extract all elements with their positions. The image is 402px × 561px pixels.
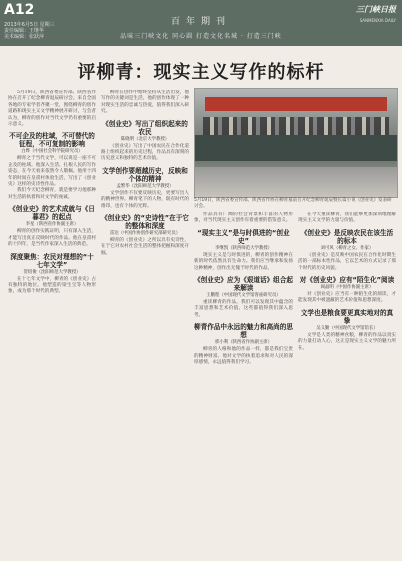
article-paragraph: 柳青在创作中始终坚持从生活出发，他写作的关键词是生活，他的创作体现了一种对现实生活的忠诚与热爱，值得我们深入研究。 [101, 90, 189, 115]
article-paragraph: 柳青的人格和他的作品一样，都是我们宝贵的精神财富。他对文学的执着追求和对人民的深厚感情，永远值得我们学习。 [194, 347, 293, 366]
photo-floor [195, 167, 397, 197]
article-paragraph: 《创业史》写出了中国农民在合作化道路上组织起来的历史过程，作品具有深刻的历史意义和独特的艺术价值。 [101, 143, 189, 162]
section-subheading: 深度聚焦：农民对理想的“十七年文学” [10, 252, 94, 269]
article-paragraph: 在今天重读柳青，我们能够更加深刻地理解现实主义文学的力量与价值。 [298, 212, 396, 224]
issue-date: 2013年6月5日 星期三 [4, 22, 55, 28]
section-subheading: 《创业史》写出了组织起来的农民 [102, 119, 188, 136]
newspaper-logo: 三门峡日报 [356, 5, 396, 14]
article-paragraph: 在十七年文学中，柳青的《创业史》占有独特的地位。他塑造的梁生宝等人物形象，成为那个时代的典型。 [8, 276, 96, 295]
section-author: 白烨（中国社会科学院研究员） [21, 149, 83, 155]
section-subheading: 文学创作要超越历史，反映和个体的精神 [102, 166, 188, 183]
section-subheading: 不可企及的柱域，不可替代的征程，不可复制的影响 [9, 132, 95, 149]
section-subheading: 《创业史》是反映农民在该生活的标本 [300, 228, 394, 245]
designer-line: 美术编辑：张跃萍 [4, 34, 45, 40]
page-number: A12 [4, 2, 35, 18]
article-paragraph: 我们今天纪念柳青，就是要学习他那种对生活的执着和对文学的虔诚。 [8, 188, 96, 200]
article-paragraph: 文学是人类的精神食粮，柳青的作品以真实的力量打动人心，这正是现实主义文学的魅力所在。 [298, 332, 396, 351]
article-paragraph: 文学创作不仅要反映历史，更要写出人的精神世界。柳青笔下的人物，既有时代的烙印，也有个体的光辉。 [101, 190, 189, 209]
section-slogan: 品味三门峡文化 同心圆 打造文化名城 · 打造三门峡 [120, 33, 282, 40]
article-column-4 [298, 212, 396, 554]
article-headline: 评柳青：现实主义写作的标杆 [77, 62, 325, 83]
photo-banner [205, 97, 387, 111]
article-column-2 [101, 90, 189, 554]
section-title: 百年期刊 [170, 17, 231, 27]
section-author: 孟繁华（沈阳师范大学教授） [116, 183, 174, 189]
section-author: 贺绍俊（沈阳师范大学教授） [23, 269, 81, 275]
section-author: 李星（陕西省作协副主席） [25, 222, 79, 228]
article-column-1 [8, 90, 96, 554]
section-subheading: 对《创业史》应有“陌生化”阅读 [299, 276, 395, 285]
article-paragraph: 现实主义是与时俱进的，柳青的创作精神在新的时代依然具有生命力。我们应当继承和发扬这种精神，创作出无愧于时代的作品。 [194, 252, 293, 271]
article-column-3 [194, 212, 293, 554]
section-subheading: “现实主义”是与时俱进的“创业史” [197, 228, 290, 245]
editor-line: 责任编辑：王继华 [4, 28, 45, 34]
article-paragraph: 柳青之于当代文学，可以说是一座不可企及的柱域。他深入生活、扎根人民的写作姿态，在今天看来依然令人敬佩。他用十四年的时间在皇甫村体验生活，写出了《创业史》这样的史诗性作品。 [8, 156, 96, 188]
article-paragraph: 5月19日，陕西省委宣传部、陕西省作协在召开了纪念柳青诞辰研讨会。来自全国各地的专家学者齐聚一堂，围绕柳青的创作道路和现实主义文学精神展开研讨，与会者认为，柳青的创作对当代文学仍有重要的启示意义。 [8, 90, 96, 128]
section-subheading: 文学也是粮食要更真实地对的真挚 [300, 308, 394, 325]
article-paragraph: 对《创业史》应当有一种陌生化的阅读，才能发现其中被遮蔽的艺术价值和思想深度。 [298, 292, 396, 304]
section-author: 王鹏程（中国现代文学馆客座研究员） [206, 293, 281, 299]
section-author: 吴义勤（中国现代文学馆馆长） [316, 325, 378, 331]
section-subheading: 《创业史》应为《艰道话》组合起来解读 [194, 276, 293, 293]
article-paragraph: 柳青的创作实践证明，只有深入生活，才能写出真正反映时代的作品。他在皇甫村的十四年，是当代作家深入生活的典范。 [8, 229, 96, 248]
article-paragraph: 作品具有广阔的社会背景和丰富的人物形象，对当代现实主义创作有着重要的借鉴意义。 [194, 212, 293, 224]
photo-caption: 5月19日，陕西省委宣传部、陕西省作协在柳青墓前召开纪念柳青诞辰暨长篇小说《创业史》发表研讨会。 [194, 198, 392, 209]
photo-table [195, 135, 397, 161]
section-subheading: 《创业史》的艺术成就与《日暮君》的起点 [9, 205, 95, 222]
section-author: 李继凯（陕西师范大学教授） [214, 245, 273, 251]
section-subheading: 柳青作品中永远的魅力和高尚的思想 [194, 323, 293, 340]
article-paragraph: 重读柳青的作品，我们可以发现其中蕴含的丰富思想和艺术价值，这些都值得我们深入思考。 [194, 300, 293, 318]
section-author: 阎晶明（中国作协副主席） [320, 285, 374, 291]
conference-photo [194, 88, 398, 198]
article-paragraph: 柳青的《创业史》之所以具有史诗性，在于它对农村社会生活的整体把握和深度开掘。 [101, 238, 189, 256]
newspaper-logo-sub: SANMENXIA DAILY [359, 18, 396, 23]
article-paragraph: 《创业史》是反映中国农民在合作化时期生活的一部标本性作品，它以艺术的方式记录了那个时代的历史风貌。 [298, 252, 396, 271]
section-author: 邢小利（陕西省作协副主席） [214, 340, 273, 346]
section-author: 雷达（中国作协创作研究部研究员） [109, 231, 181, 237]
section-author: 刘可风（柳青之女、作家） [320, 245, 374, 251]
section-author: 陈晓明（北京大学教授） [120, 136, 170, 142]
masthead [0, 0, 402, 46]
section-subheading: 《创业史》的“史诗性”在于它的整体和深度 [101, 214, 189, 231]
